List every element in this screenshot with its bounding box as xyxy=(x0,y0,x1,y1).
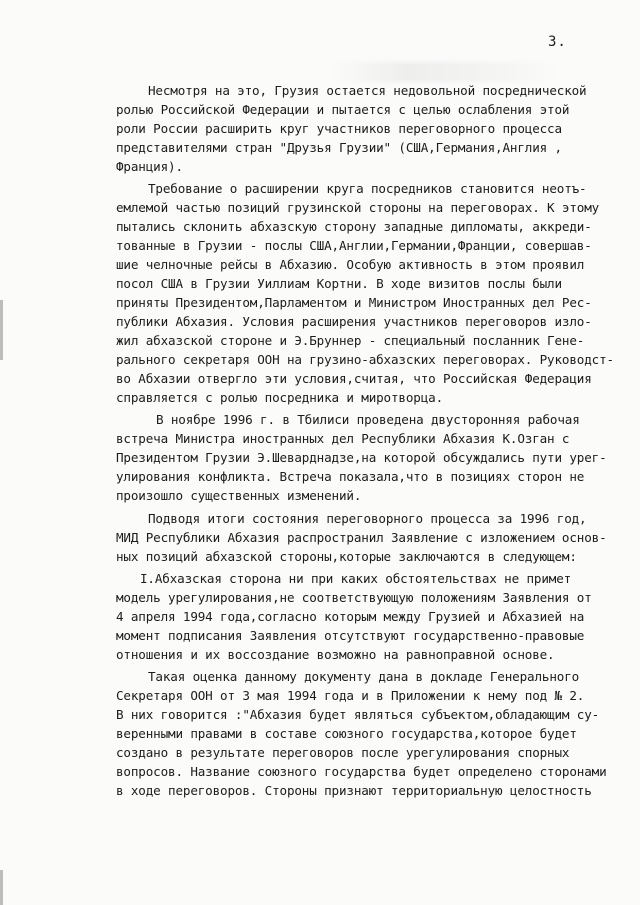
text-line: рального секретаря ООН на грузино-абхазских переговорах. Руководст- xyxy=(116,352,614,367)
scan-edge-mark xyxy=(0,870,3,905)
text-line: модель урегулирования,не соответствующую положениям Заявления от xyxy=(116,590,592,605)
text-line: посол США в Грузии Уиллиам Кортни. В ходе визитов послы были xyxy=(116,276,562,291)
text-line: Подводя итоги состояния переговорного процесса за 1996 год, xyxy=(148,511,587,526)
text-line: веренными правами в составе союзного государства,которое будет xyxy=(116,726,577,741)
text-line: Секретаря ООН от 3 мая 1994 года и в Приложении к нему под № 2. xyxy=(116,688,585,703)
text-line: приняты Президентом,Парламентом и Министром Иностранных дел Рес- xyxy=(116,295,592,310)
text-line: вопросов. Название союзного государства будет определено сторонами xyxy=(116,764,607,779)
text-line: во Абхазии отвергло эти условия,считая, что Российская Федерация xyxy=(116,371,592,386)
text-line: Франция). xyxy=(116,159,183,174)
text-line: улирования конфликта. Встреча показала,что в позициях сторон не xyxy=(116,469,585,484)
text-line: произошло существенных изменений. xyxy=(116,488,362,503)
text-line: встреча Министра иностранных дел Республики Абхазия К.Озган с xyxy=(116,431,570,446)
text-line: создано в результате переговоров после урегулирования спорных xyxy=(116,745,570,760)
text-line: I.Абхазская сторона ни при каких обстоятельствах не примет xyxy=(140,571,572,586)
scan-edge-mark xyxy=(0,300,3,360)
text-line: МИД Республики Абхазия распространил Заявление с изложением основ- xyxy=(116,530,607,545)
text-line: публики Абхазия. Условия расширения участников переговоров изло- xyxy=(116,314,592,329)
text-line: момент подписания Заявления отсутствуют государственно-правовые xyxy=(116,628,585,643)
text-line: отношения и их воссоздание возможно на равноправной основе. xyxy=(116,647,555,662)
text-line: шие челночные рейсы в Абхазию. Особую активность в этом проявил xyxy=(116,257,585,272)
scan-smudge xyxy=(330,62,560,82)
text-line: Несмотря на это, Грузия остается недовольной посреднической xyxy=(148,83,587,98)
text-line: 4 апреля 1994 года,согласно которым между Грузией и Абхазией на xyxy=(116,609,585,624)
text-line: ных позиций абхазской стороны,которые заключаются в следующем: xyxy=(116,549,577,564)
text-line: справляется с ролью посредника и миротворца. xyxy=(116,390,444,405)
text-line: жил абхазской стороне и Э.Бруннер - специальный посланник Гене- xyxy=(116,333,585,348)
text-line: ролью Российской Федерации и пытается с целью ослабления этой xyxy=(116,102,570,117)
text-line: роли России расширить круг участников переговорного процесса xyxy=(116,121,562,136)
text-line: пытались склонить абхазскую сторону западные дипломаты, аккреди- xyxy=(116,219,592,234)
text-line: Требование о расширении круга посредников становится неотъ- xyxy=(148,181,587,196)
text-line: емлемой частью позиций грузинской стороны на переговорах. К этому xyxy=(116,200,600,215)
text-line: в ходе переговоров. Стороны признают территориальную целостность xyxy=(116,783,592,798)
page-number: 3. xyxy=(548,34,567,50)
text-line: В ноябре 1996 г. в Тбилиси проведена двусторонняя рабочая xyxy=(156,412,580,427)
text-line: В них говорится :"Абхазия будет являться субъектом,обладающим су- xyxy=(116,707,600,722)
text-line: тованные в Грузии - послы США,Англии,Германии,Франции, совершав- xyxy=(116,238,592,253)
text-line: представителями стран "Друзья Грузии" (США,Германия,Англия , xyxy=(116,140,562,155)
text-line: Президентом Грузии Э.Шеварднадзе,на которой обсуждались пути урег- xyxy=(116,450,607,465)
text-line: Такая оценка данному документу дана в докладе Генерального xyxy=(148,669,580,684)
